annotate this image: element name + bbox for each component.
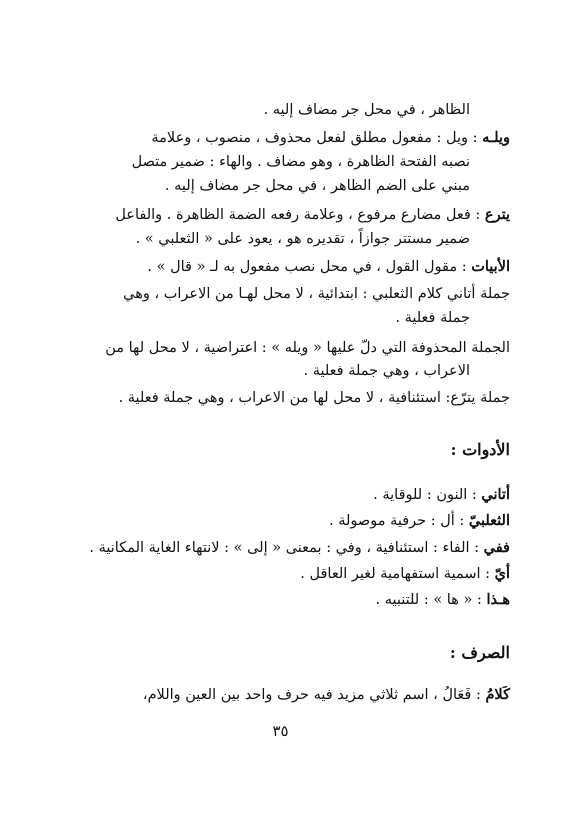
adawat-text-3: : الفاء : استئنافية ، وفي : بمعنى « إلى » : لانتهاء الغاية المكانية . [89, 540, 480, 556]
jumla1-line-2: جملة فعلية . [395, 310, 470, 326]
adawat-term-3: ففي [483, 539, 510, 556]
adawat-item-1 [52, 485, 510, 505]
waylah-line-3: مبني على الضم الظاهر ، في محل جر مضاف إليه . [164, 178, 470, 194]
abyat-text: : مقول القول ، في محل نصب مفعول به لـ « قال » . [147, 259, 467, 275]
page-body [52, 0, 510, 834]
page-number: ٣٥ [272, 722, 289, 740]
adawat-item-4 [52, 564, 510, 584]
jumla2-line-2: الاعراب ، وهي جملة فعلية . [303, 363, 470, 379]
abyat-line [52, 257, 510, 277]
jumla2-line-1: الجملة المحذوفة التي دلّ عليها « ويله » : اعتراضية ، لا محل لها من [105, 340, 510, 356]
continuation-line: الظاهر ، في محل جر مضاف إليه . [263, 102, 470, 118]
waylah-text-1: : ويل : مفعول مطلق لفعل محذوف ، منصوب ، وعلامة [151, 130, 478, 146]
waylah-line-2: نصبه الفتحة الظاهرة ، وهو مضاف . والهاء : ضمير متصل [131, 154, 470, 170]
jumla3-line: جملة يترّع: استئنافية ، لا محل لها من الاعراب ، وهي جملة فعلية . [118, 390, 510, 406]
sarf-term: كَلامُ [485, 686, 510, 703]
yatarraa-term: يترع [484, 206, 510, 223]
yatarraa-line-2: ضمير مستتر جوازاً ، تقديره هو ، يعود على « الثعلبي » . [135, 231, 470, 247]
adawat-item-5 [52, 590, 510, 610]
sarf-heading: الصرف : [449, 643, 510, 662]
adawat-item-2 [52, 511, 510, 531]
adawat-text-1: : النون : للوقاية . [373, 487, 477, 503]
adawat-item-3 [52, 538, 510, 558]
adawat-term-5: هـذا [486, 591, 510, 608]
sarf-text: : فَعَالُ ، اسم ثلاثي مزيد فيه حرف واحد بين العين واللام، [142, 687, 481, 703]
yatarraa-line-1 [52, 205, 510, 225]
adawat-term-1: أتاني [481, 486, 510, 503]
adawat-text-4: : اسمية استفهامية لغير العاقل . [300, 566, 490, 582]
adawat-heading: الأدوات : [450, 440, 510, 459]
adawat-text-2: : أل : حرفية موصولة . [329, 513, 465, 529]
yatarraa-text-1: : فعل مضارع مرفوع ، وعلامة رفعه الضمة الظاهرة . والفاعل [115, 207, 481, 223]
waylah-term: ويلـه [482, 129, 510, 146]
adawat-text-5: : « ها » : للتنبيه . [375, 592, 482, 608]
adawat-term-2: الثعلبيّ [468, 512, 510, 529]
adawat-term-4: أيّ [494, 565, 510, 582]
jumla1-line-1: جملة أتاني كلام الثعلبي : ابتدائية ، لا محل لهـا من الاعراب ، وهي [123, 286, 510, 302]
sarf-line [52, 685, 510, 705]
waylah-line-1 [52, 128, 510, 148]
abyat-term: الأبيات [471, 258, 510, 275]
